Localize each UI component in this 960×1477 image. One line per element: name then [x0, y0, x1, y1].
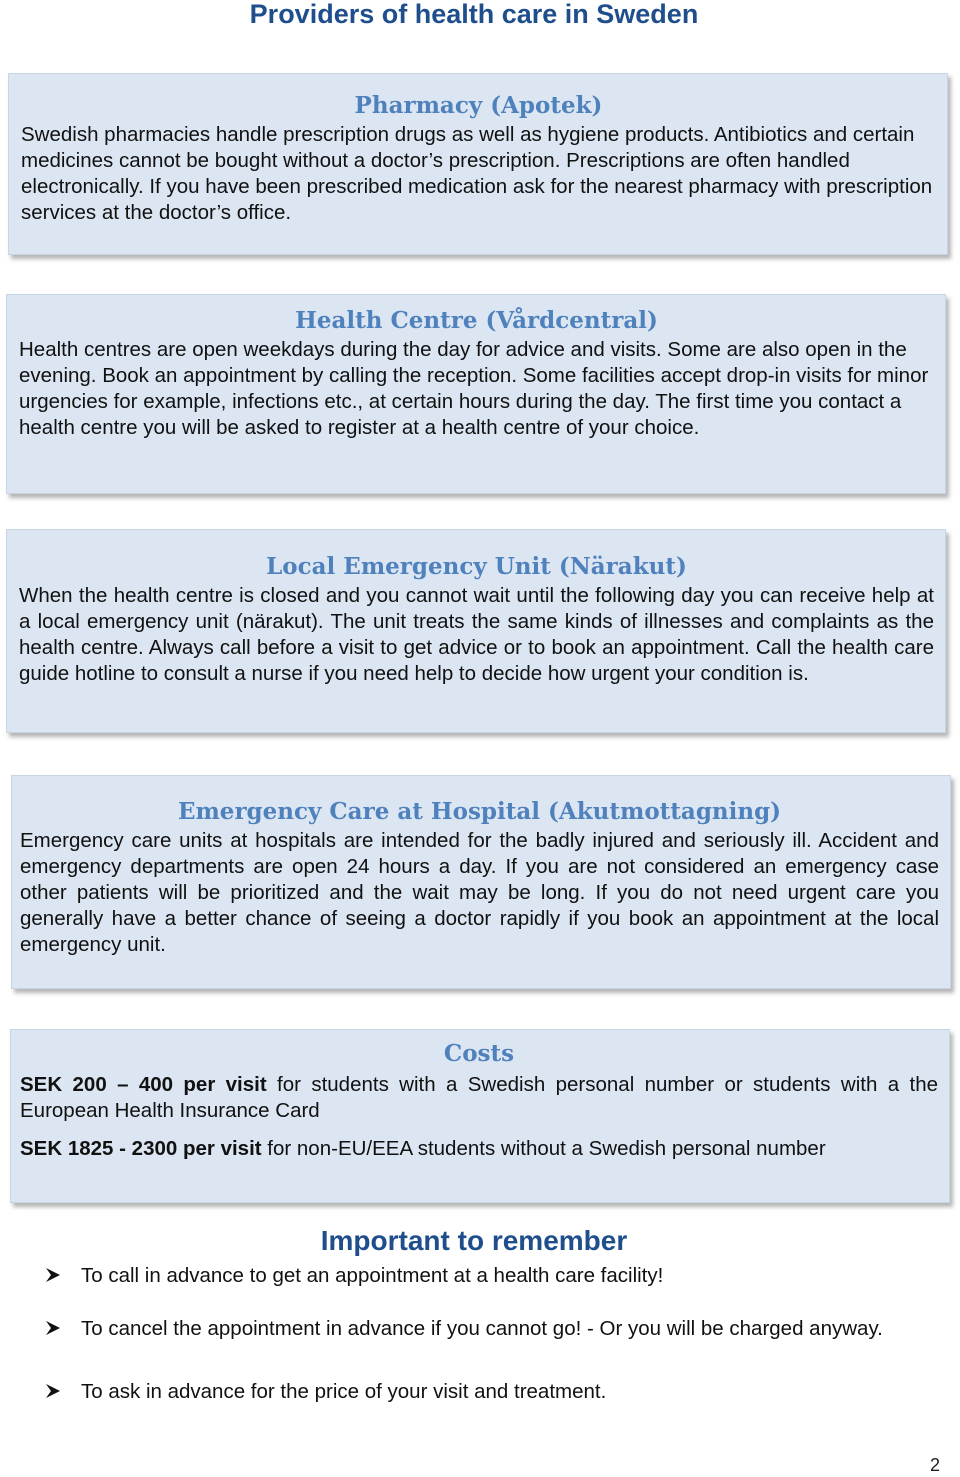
local-emergency-title: Local Emergency Unit (Närakut) [266, 553, 687, 580]
cost-line-1 [20, 1072, 938, 1124]
remember-item-text: To ask in advance for the price of your visit and treatment. [81, 1380, 607, 1403]
remember-item [44, 1379, 940, 1405]
cost-line-1-amount: SEK 200 – 400 per visit [20, 1073, 267, 1096]
pharmacy-text: Swedish pharmacies handle prescription drugs as well as hygiene products. Antibiotics and certain medicines cannot be bought without a doctor’s prescription. Prescriptions are often handled electronically. If you have been prescribed medication ask for the nearest pharmacy with prescription services at the doctor’s office. [21, 123, 933, 224]
hospital-emergency-title: Emergency Care at Hospital (Akutmottagning) [177, 798, 782, 825]
pharmacy-title: Pharmacy (Apotek) [354, 92, 603, 119]
remember-item [44, 1263, 940, 1289]
remember-item [44, 1316, 940, 1342]
hospital-emergency-section [11, 775, 951, 989]
cost-line-1-description: for students with a Swedish personal number or students with a the European Health Insurance Card [20, 1073, 938, 1122]
remember-item-text: To call in advance to get an appointment at a health care facility! [81, 1264, 664, 1287]
health-centre-text: Health centres are open weekdays during the day for advice and visits. Some are also open in the evening. Book an appointment by calling the reception. Some facilities accept drop-in visits for minor urgencies for example, infections etc., at certain hours during the day. The first time you contact a health centre you will be asked to register at a health centre of your choice. [19, 338, 929, 439]
costs-section [10, 1029, 950, 1203]
pharmacy-section [8, 73, 948, 255]
arrow-bullet-icon [44, 1382, 62, 1400]
cost-line-2 [20, 1136, 938, 1162]
costs-title: Costs [443, 1040, 515, 1067]
local-emergency-section [6, 529, 946, 733]
cost-line-2-amount: SEK 1825 - 2300 per visit [20, 1137, 262, 1160]
health-centre-section [6, 294, 946, 494]
cost-line-2-description: for non-EU/EEA students without a Swedish personal number [261, 1137, 826, 1160]
remember-title: Important to remember [320, 1225, 628, 1256]
arrow-bullet-icon [44, 1319, 62, 1337]
remember-item-text: To cancel the appointment in advance if you cannot go! - Or you will be charged anyway. [81, 1317, 883, 1340]
health-centre-title: Health Centre (Vårdcentral) [295, 307, 658, 334]
local-emergency-text: When the health centre is closed and you cannot wait until the following day you can receive help at a local emergency unit (närakut). The unit treats the same kinds of illnesses and complaints as the health centre. Always call before a visit to get advice or to book an appointment. Call the health care guide hotline to consult a nurse if you need help to decide how urgent your condition is. [19, 584, 934, 685]
page-title: Providers of health care in Sweden [249, 0, 699, 29]
arrow-bullet-icon [44, 1266, 62, 1284]
page-number: 2 [929, 1455, 940, 1475]
hospital-emergency-text: Emergency care units at hospitals are intended for the badly injured and seriously ill. Accident and emergency departments are open 24 hours a day. If you are not considered an emergency case other patients will be prioritized and the wait may be long. If you do not need urgent care you generally have a better chance of seeing a doctor rapidly if you book an appointment at the local emergency unit. [20, 829, 939, 956]
